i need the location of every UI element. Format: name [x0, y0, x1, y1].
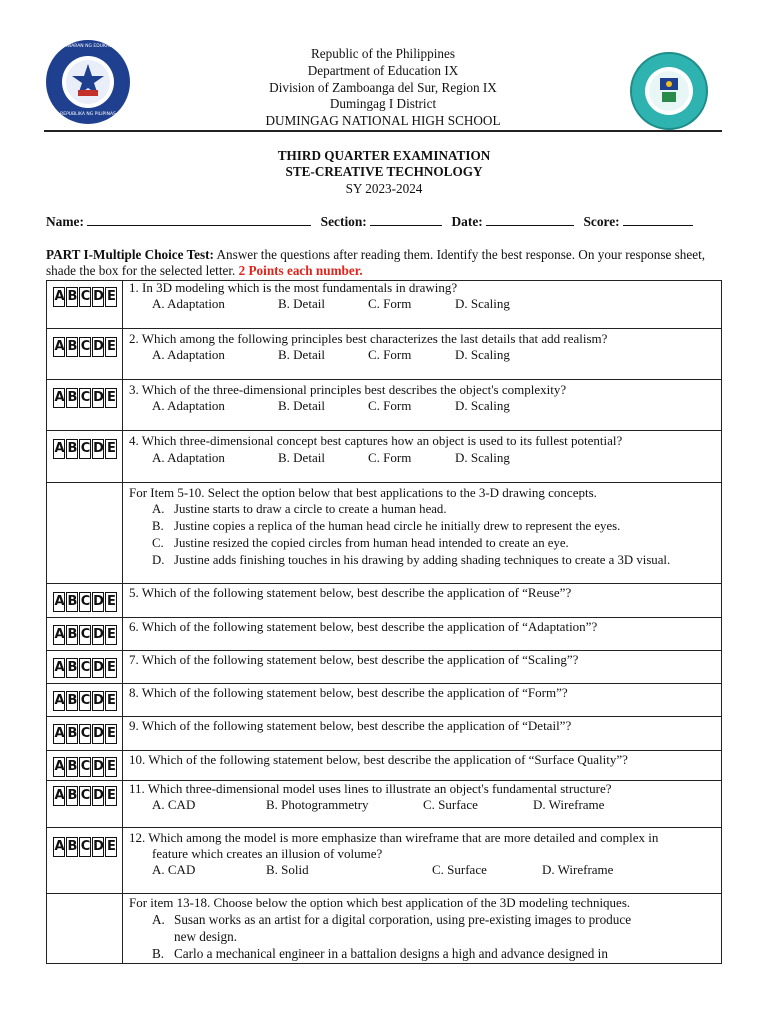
school-seal-logo [630, 52, 708, 130]
answer-boxes-q7[interactable] [53, 658, 118, 678]
question-10: 10. Which of the following statement below, best describe the application of “Surface Quality”? [129, 752, 628, 767]
header-line-division: Division of Zamboanga del Sur, Region IX [269, 79, 497, 95]
answer-box-d[interactable]: D [92, 388, 104, 408]
answer-box-d[interactable]: D [92, 439, 104, 459]
answer-box-b[interactable]: B [66, 439, 78, 459]
exam-subject: STE-CREATIVE TECHNOLOGY [285, 164, 483, 179]
answer-box-c[interactable]: C [79, 658, 91, 678]
answer-box-d[interactable]: D [92, 786, 104, 806]
question-9: 9. Which of the following statement below, best describe the application of “Detail”? [129, 718, 572, 733]
answer-box-e[interactable]: E [105, 592, 117, 612]
answer-box-b[interactable]: B [66, 837, 78, 857]
answer-box-e[interactable]: E [105, 691, 117, 711]
answer-box-b[interactable]: B [66, 388, 78, 408]
school-year: SY 2023-2024 [345, 181, 423, 196]
answer-box-c[interactable]: C [79, 592, 91, 612]
option-a: A. Adaptation [152, 296, 225, 311]
answer-box-a[interactable]: A [53, 625, 65, 645]
group-2-item-a [152, 912, 718, 928]
answer-box-e[interactable]: E [105, 837, 117, 857]
score-label: Score: [583, 214, 620, 229]
date-blank[interactable] [486, 214, 574, 226]
group-1-item-d [152, 552, 718, 568]
item-text: Justine copies a replica of the human head circle he initially drew to represent the eyes. [174, 519, 621, 533]
row-divider [46, 750, 722, 751]
option-b: B. Detail [278, 347, 325, 362]
option-d: D. Scaling [455, 450, 510, 465]
question-7: 7. Which of the following statement below, best describe the application of “Scaling”? [129, 652, 579, 667]
option-c: C. Surface [432, 862, 487, 877]
item-letter: C. [152, 536, 164, 550]
answer-box-a[interactable]: A [53, 439, 65, 459]
answer-box-b[interactable]: B [66, 337, 78, 357]
option-b: B. Detail [278, 296, 325, 311]
answer-box-e[interactable]: E [105, 388, 117, 408]
part-label: PART I-Multiple Choice Test: [46, 247, 214, 262]
row-divider [46, 328, 722, 329]
seal-text-top: KAGAWARAN NG EDUKASYON [54, 44, 122, 49]
answer-box-c[interactable]: C [79, 786, 91, 806]
item-letter: D. [152, 553, 165, 567]
answer-box-b[interactable]: B [66, 592, 78, 612]
points-note: 2 Points each number. [238, 263, 363, 278]
row-divider [46, 893, 722, 894]
row-divider [46, 827, 722, 828]
answer-box-c[interactable]: C [79, 691, 91, 711]
header-line-deped: Department of Education IX [307, 62, 459, 78]
answer-box-c[interactable]: C [79, 287, 91, 307]
answer-box-d[interactable]: D [92, 287, 104, 307]
instructions [46, 247, 734, 279]
item-text: Justine starts to draw a circle to create a human head. [174, 502, 447, 516]
answer-box-d[interactable]: D [92, 337, 104, 357]
answer-box-e[interactable]: E [105, 337, 117, 357]
item-letter: B. [152, 519, 164, 533]
answer-boxes-q11[interactable] [53, 786, 118, 806]
answer-box-c[interactable]: C [79, 388, 91, 408]
answer-box-e[interactable]: E [105, 287, 117, 307]
answer-box-e[interactable]: E [105, 757, 117, 777]
answer-box-d[interactable]: D [92, 724, 104, 744]
answer-boxes-q10[interactable] [53, 757, 118, 777]
group-1-intro: For Item 5-10. Select the option below that best applications to the 3-D drawing concepts. [129, 485, 597, 500]
answer-boxes-q2[interactable] [53, 337, 118, 357]
group-1-item-b [152, 518, 718, 534]
answer-boxes-q12[interactable] [53, 837, 118, 857]
option-c: C. Form [368, 296, 412, 311]
name-blank[interactable] [87, 214, 311, 226]
answer-box-b[interactable]: B [66, 287, 78, 307]
answer-box-a[interactable]: A [53, 592, 65, 612]
header-line-district: Dumingag I District [329, 96, 437, 112]
answer-box-b[interactable]: B [66, 786, 78, 806]
answer-box-d[interactable]: D [92, 837, 104, 857]
answer-boxes-q1[interactable] [53, 287, 118, 307]
answer-box-c[interactable]: C [79, 439, 91, 459]
answer-boxes-q6[interactable] [53, 625, 118, 645]
answer-box-d[interactable]: D [92, 658, 104, 678]
option-c: C. Form [368, 347, 412, 362]
header-line-school: DUMINGAG NATIONAL HIGH SCHOOL [265, 113, 501, 129]
row-divider [46, 379, 722, 380]
option-b: B. Photogrammetry [266, 797, 369, 812]
question-1: 1. In 3D modeling which is the most fundamentals in drawing? [129, 280, 458, 295]
exam-title: THIRD QUARTER EXAMINATION [277, 148, 491, 163]
question-11: 11. Which three-dimensional model uses lines to illustrate an object's fundamental structure? [129, 781, 612, 796]
group-2-item-b [152, 946, 718, 962]
question-6: 6. Which of the following statement below, best describe the application of “Adaptation”? [129, 619, 598, 634]
question-2: 2. Which among the following principles best characterizes the last details that add realism? [129, 331, 608, 346]
question-4: 4. Which three-dimensional concept best captures how an object is used to its fullest potential? [129, 433, 623, 448]
item-text: Susan works as an artist for a digital corporation, using pre-existing images to produce [174, 912, 632, 927]
answer-box-e[interactable]: E [105, 658, 117, 678]
item-text: Justine adds finishing touches in his drawing by adding shading techniques to create a 3D visual. [174, 553, 671, 567]
answer-box-a[interactable]: A [53, 388, 65, 408]
item-text: Carlo a mechanical engineer in a battalion designs a high and advance designed in [174, 946, 608, 961]
item-letter: A. [152, 912, 165, 927]
answer-box-b[interactable]: B [66, 691, 78, 711]
answer-box-d[interactable]: D [92, 592, 104, 612]
answer-box-a[interactable]: A [53, 724, 65, 744]
answer-boxes-q9[interactable] [53, 724, 118, 744]
answer-box-e[interactable]: E [105, 724, 117, 744]
answer-box-a[interactable]: A [53, 287, 65, 307]
school-header [160, 46, 606, 130]
answer-box-c[interactable]: C [79, 837, 91, 857]
question-3: 3. Which of the three-dimensional principles best describes the object's complexity? [129, 382, 567, 397]
row-divider [46, 683, 722, 684]
answer-boxes-q3[interactable] [53, 388, 118, 408]
answer-box-b[interactable]: B [66, 625, 78, 645]
option-d: D. Wireframe [533, 797, 605, 812]
option-d: D. Scaling [455, 398, 510, 413]
answer-column-divider [122, 280, 123, 964]
answer-box-c[interactable]: C [79, 724, 91, 744]
item-letter: A. [152, 502, 165, 516]
answer-boxes-q5[interactable] [53, 592, 118, 612]
question-8: 8. Which of the following statement below, best describe the application of “Form”? [129, 685, 568, 700]
group-2-item-a-cont: new design. [174, 929, 237, 944]
row-divider [46, 716, 722, 717]
answer-box-d[interactable]: D [92, 625, 104, 645]
answer-box-b[interactable]: B [66, 757, 78, 777]
row-divider [46, 617, 722, 618]
answer-box-a[interactable]: A [53, 337, 65, 357]
option-a: A. Adaptation [152, 450, 225, 465]
score-blank[interactable] [623, 214, 693, 226]
answer-boxes-q8[interactable] [53, 691, 118, 711]
group-2-intro: For item 13-18. Choose below the option which best application of the 3D modeling techniques. [129, 895, 631, 910]
row-divider [46, 430, 722, 431]
answer-box-e[interactable]: E [105, 439, 117, 459]
item-text: Justine resized the copied circles from human head intended to create an eye. [174, 536, 569, 550]
option-c: C. Surface [423, 797, 478, 812]
option-a: A. CAD [152, 862, 196, 877]
answer-box-a[interactable]: A [53, 691, 65, 711]
header-divider [44, 130, 722, 132]
answer-box-e[interactable]: E [105, 625, 117, 645]
deped-seal-logo [46, 40, 130, 124]
question-12-line-2: feature which creates an illusion of volume? [152, 846, 383, 861]
row-divider [46, 650, 722, 651]
date-label: Date: [451, 214, 483, 229]
option-a: A. Adaptation [152, 398, 225, 413]
answer-box-a[interactable]: A [53, 786, 65, 806]
answer-box-a[interactable]: A [53, 658, 65, 678]
section-blank[interactable] [370, 214, 442, 226]
answer-boxes-q4[interactable] [53, 439, 118, 459]
question-12-line-1: 12. Which among the model is more emphasize than wireframe that are more detailed and complex in [129, 830, 659, 845]
instructions-text: Answer the questions after reading them. Identify the best response. On your response sheet, shade the box for the selected letter. [46, 247, 706, 278]
group-1-item-c [152, 535, 718, 551]
answer-box-c[interactable]: C [79, 757, 91, 777]
answer-box-c[interactable]: C [79, 337, 91, 357]
answer-box-a[interactable]: A [53, 837, 65, 857]
answer-box-d[interactable]: D [92, 757, 104, 777]
answer-box-c[interactable]: C [79, 625, 91, 645]
answer-box-b[interactable]: B [66, 658, 78, 678]
group-1-item-a [152, 501, 718, 517]
option-d: D. Scaling [455, 296, 510, 311]
question-5: 5. Which of the following statement below, best describe the application of “Reuse”? [129, 585, 572, 600]
answer-box-d[interactable]: D [92, 691, 104, 711]
name-label: Name: [46, 214, 84, 229]
option-a: A. Adaptation [152, 347, 225, 362]
answer-box-e[interactable]: E [105, 786, 117, 806]
answer-box-a[interactable]: A [53, 757, 65, 777]
student-info-line [46, 214, 699, 230]
answer-box-b[interactable]: B [66, 724, 78, 744]
option-d: D. Scaling [455, 347, 510, 362]
option-c: C. Form [368, 398, 412, 413]
option-d: D. Wireframe [542, 862, 614, 877]
option-a: A. CAD [152, 797, 196, 812]
seal-text-bottom: REPUBLIKA NG PILIPINAS [60, 112, 116, 117]
item-letter: B. [152, 946, 165, 961]
option-c: C. Form [368, 450, 412, 465]
header-line-republic: Republic of the Philippines [311, 46, 455, 61]
section-label: Section: [320, 214, 367, 229]
option-b: B. Detail [278, 398, 325, 413]
option-b: B. Solid [266, 862, 309, 877]
row-divider [46, 583, 722, 584]
row-divider [46, 482, 722, 483]
option-b: B. Detail [278, 450, 325, 465]
